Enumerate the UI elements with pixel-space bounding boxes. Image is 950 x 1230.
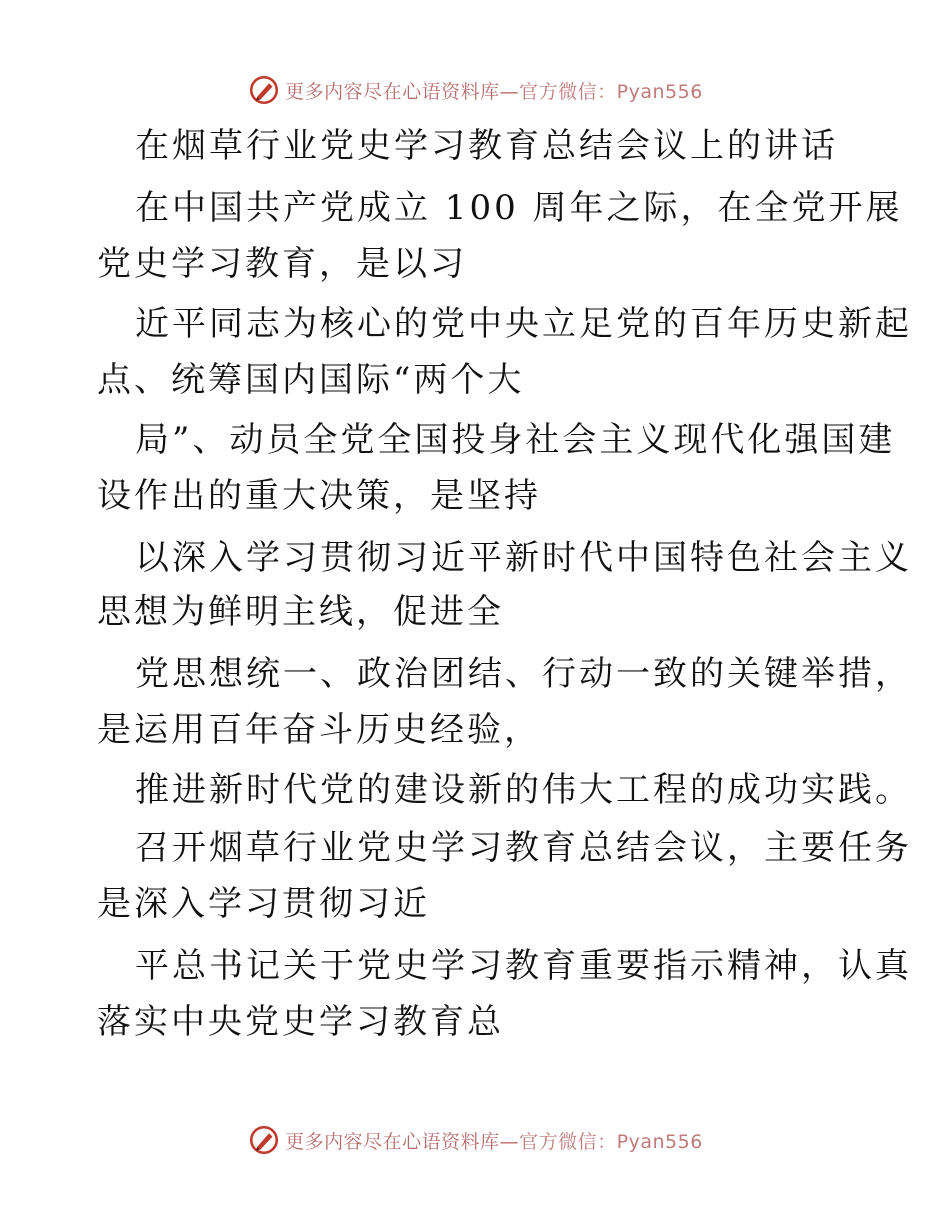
body-line: 推进新时代党的建设新的伟大工程的成功实践。 [135,770,912,810]
body-line: 思想为鲜明主线，促进全 [97,592,504,632]
body-line: 近平同志为核心的党中央立足党的百年历史新起 [135,304,912,344]
pen-logo-icon [247,1123,281,1157]
body-line: 是深入学习贯彻习近 [97,884,430,924]
document-title: 在烟草行业党史学习教育总结会议上的讲话 [135,126,838,166]
pen-logo-icon [247,73,281,107]
body-line: 党思想统一、政治团结、行动一致的关键举措， [135,654,912,694]
banner-text: 更多内容尽在心语资料库—官方微信：Pyan556 [285,80,703,103]
body-line: 点、统筹国内国际“两个大 [97,360,525,400]
header-watermark-banner [0,70,950,110]
body-line: 设作出的重大决策，是坚持 [97,476,541,516]
body-line: 是运用百年奋斗历史经验， [97,710,541,750]
body-line: 在中国共产党成立 100 周年之际，在全党开展 [135,188,903,228]
body-line: 局”、动员全党全国投身社会主义现代化强国建 [135,420,896,460]
footer-watermark-banner [0,1120,950,1160]
banner-text: 更多内容尽在心语资料库—官方微信：Pyan556 [285,1130,703,1153]
body-line: 落实中央党史学习教育总 [97,1002,504,1042]
body-line: 以深入学习贯彻习近平新时代中国特色社会主义 [135,538,912,578]
body-line: 召开烟草行业党史学习教育总结会议，主要任务 [135,828,912,868]
banner-wechat: 官方微信：Pyan556 [519,1130,703,1153]
body-line: 党史学习教育，是以习 [97,244,467,284]
body-line: 平总书记关于党史学习教育重要指示精神，认真 [135,946,912,986]
banner-wechat: 官方微信：Pyan556 [519,80,703,103]
